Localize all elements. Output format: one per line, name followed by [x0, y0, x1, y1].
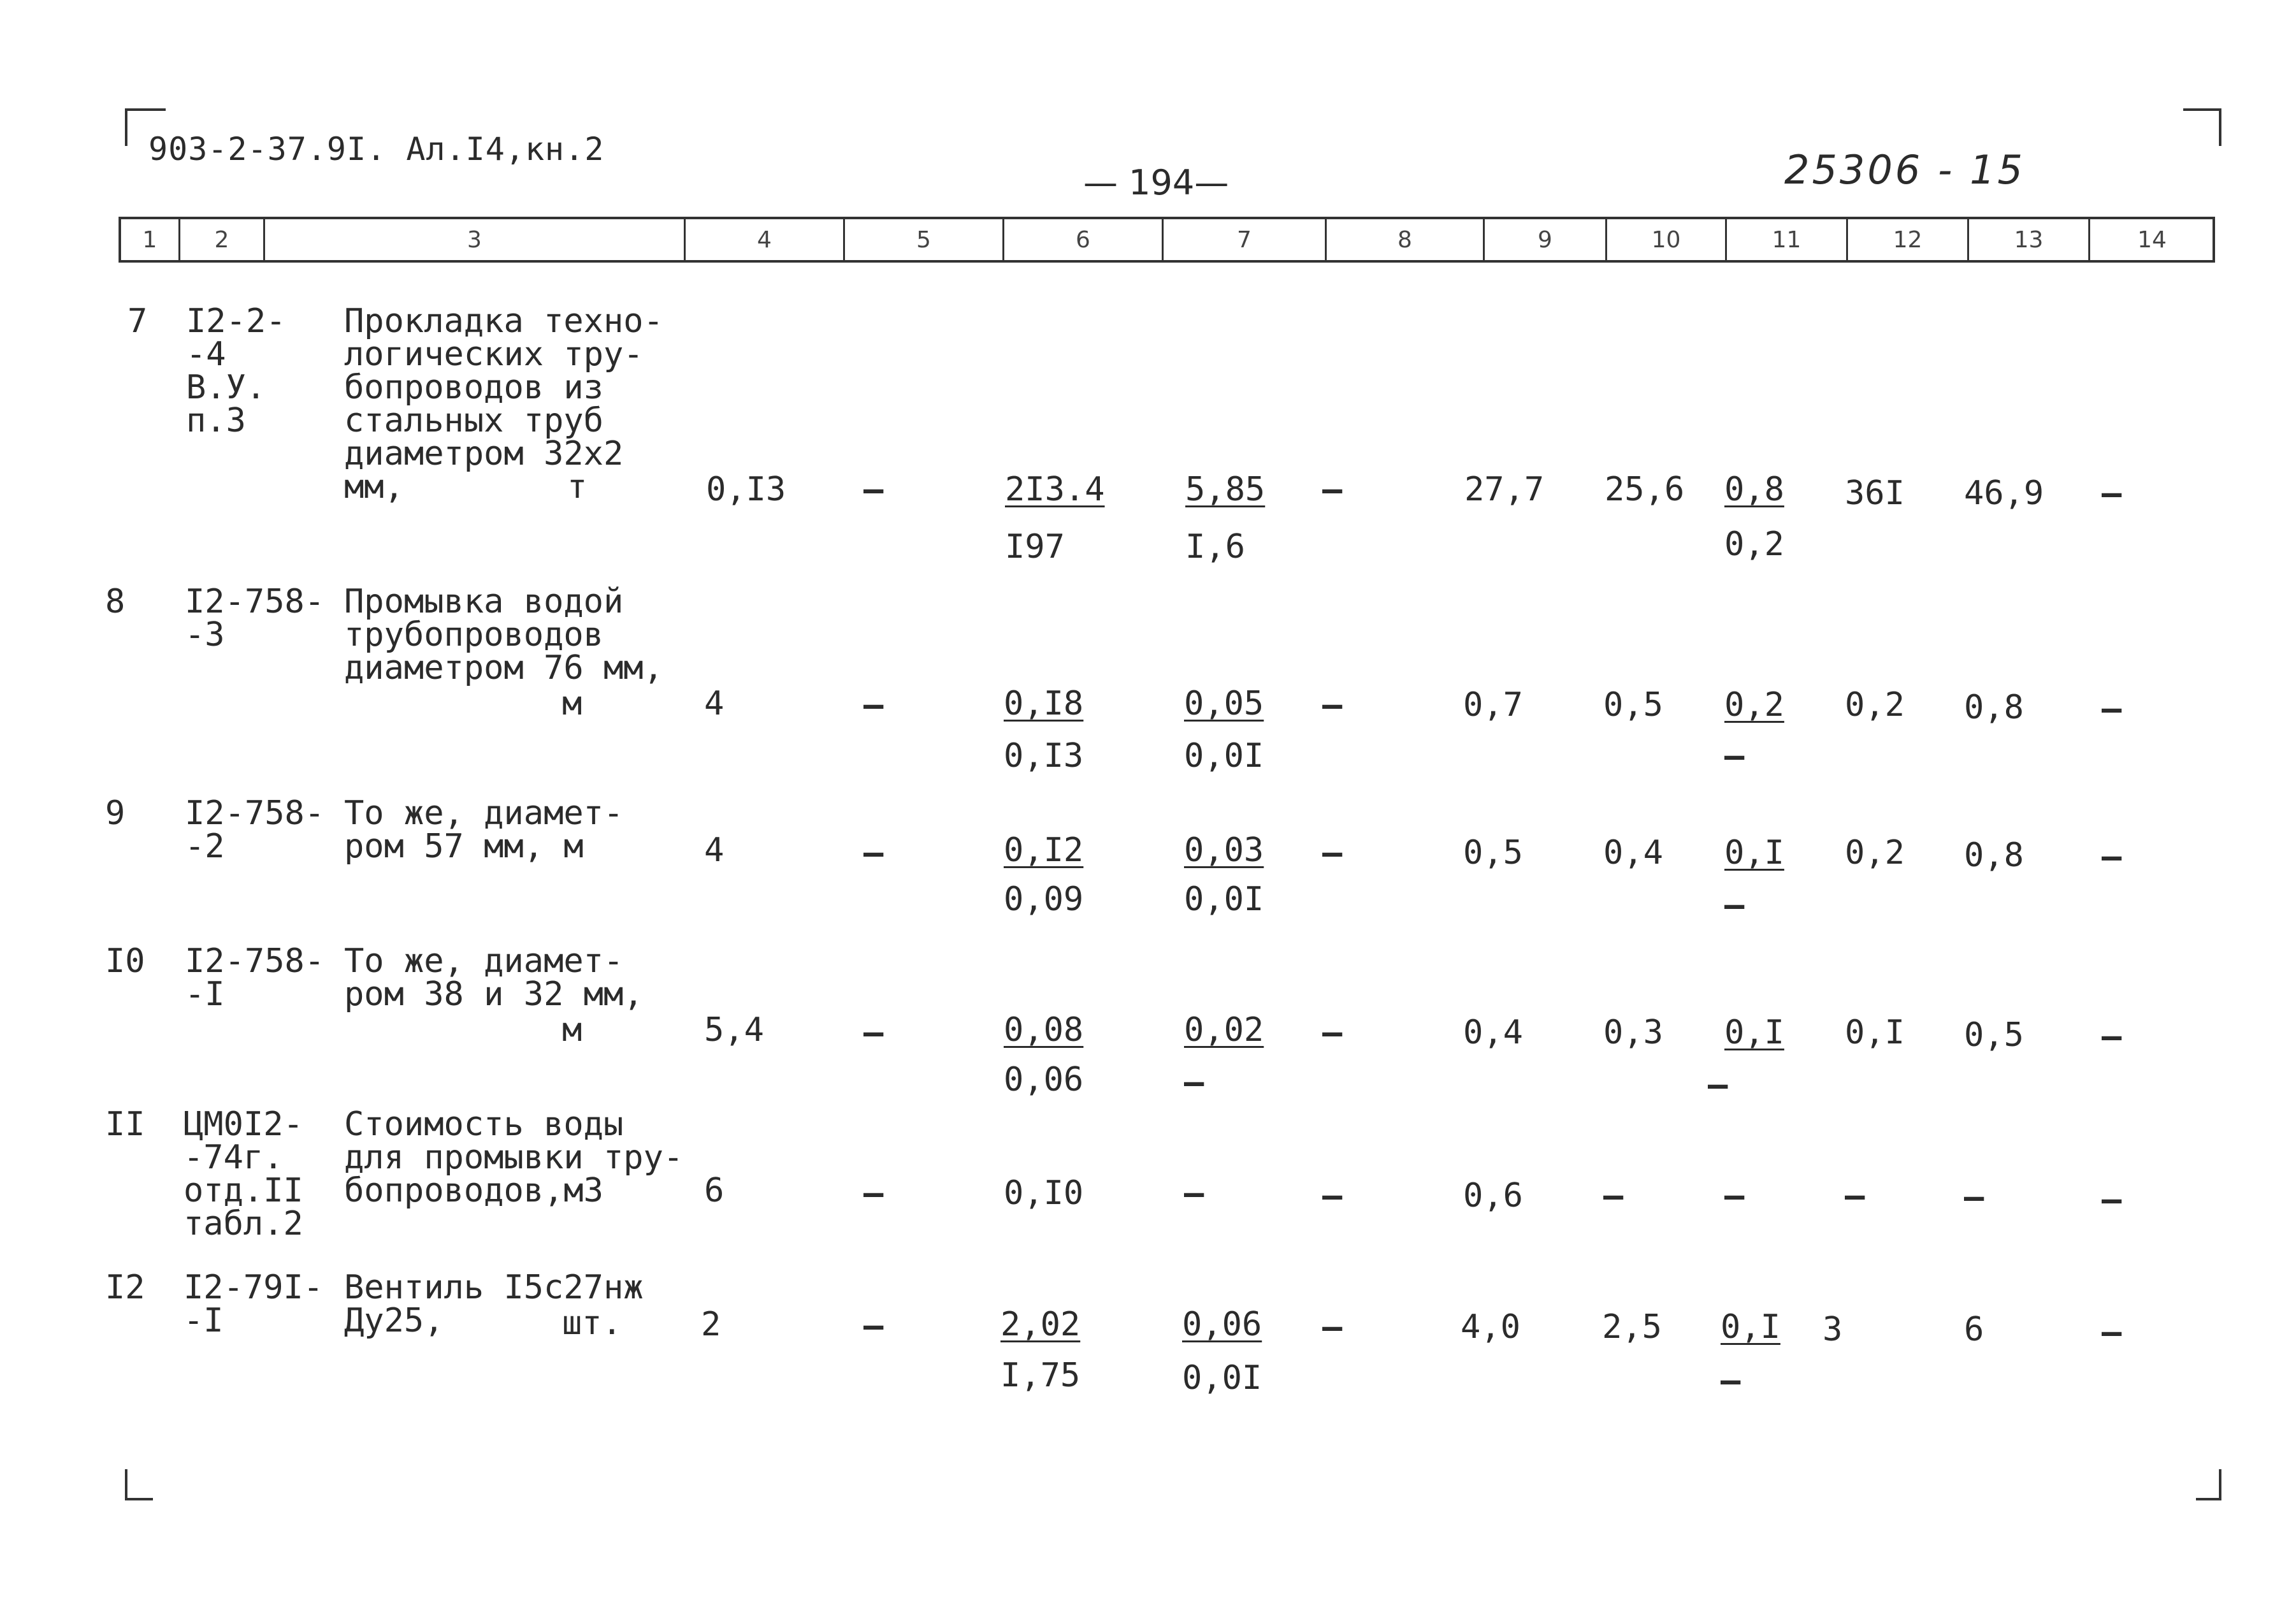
cell-col12: 0,2 — [1845, 834, 1905, 872]
row-number: II — [105, 1105, 145, 1143]
corner-mark-bottom-right — [2196, 1469, 2221, 1500]
column-number: 13 — [1969, 219, 2090, 260]
cell-col6-bottom: 0,06 — [1004, 1061, 1084, 1099]
cell-col10: 0,4 — [1603, 834, 1663, 872]
cell-col12: 0,2 — [1845, 686, 1905, 724]
cell-col5: – — [863, 1013, 884, 1052]
cell-col12: 36I — [1845, 474, 1905, 512]
row-number: 8 — [105, 583, 126, 621]
cell-col6-bottom: 0,I3 — [1004, 737, 1084, 775]
row-number: 7 — [127, 302, 148, 340]
cell-col8: – — [1322, 1013, 1343, 1052]
work-description: То же, диамет- — [344, 942, 624, 980]
page-number: — 194— — [1083, 163, 1229, 203]
cell-col7-bottom: 0,0I — [1184, 737, 1264, 775]
rate-code: -I — [185, 975, 225, 1013]
cell-col7-bottom: I,6 — [1185, 528, 1245, 566]
cell-col6-top: 2I3.4 — [1005, 470, 1105, 509]
cell-col9: 0,5 — [1463, 834, 1523, 872]
row-number: 9 — [105, 794, 126, 832]
rate-code: ЦМ0I2- — [184, 1105, 303, 1143]
column-number-strip — [119, 217, 2215, 263]
work-description: диаметром 32х2 — [344, 435, 624, 473]
cell-col13: 46,9 — [1964, 474, 2044, 512]
work-description: логических тру- — [344, 335, 644, 374]
cell-col10: 2,5 — [1602, 1308, 1662, 1346]
column-number: 12 — [1848, 219, 1969, 260]
rate-code: -I — [184, 1302, 224, 1340]
rate-code: В.У. — [186, 368, 266, 407]
cell-col6-bottom: I97 — [1005, 528, 1065, 566]
cell-col11-top: 0,8 — [1724, 470, 1784, 509]
document-id: 25306 - 15 — [1784, 147, 2025, 193]
cell-col8: – — [1322, 1308, 1343, 1346]
cell-col12: 3 — [1823, 1310, 1843, 1349]
row-number: I0 — [105, 942, 145, 980]
rate-code: -3 — [185, 616, 225, 654]
cell-col7-bottom: 0,0I — [1184, 880, 1264, 918]
work-description: стальных труб — [344, 402, 603, 440]
cell-col9: 0,4 — [1463, 1013, 1523, 1052]
cell-col14: – — [2102, 838, 2122, 876]
cell-col5: – — [863, 686, 884, 724]
cell-col10: 25,6 — [1605, 470, 1685, 509]
cell-col11-top: 0,I — [1724, 834, 1784, 872]
cell-col10: – — [1603, 1177, 1624, 1215]
row-number: I2 — [105, 1268, 145, 1307]
work-description: Вентиль I5с27нж — [344, 1268, 644, 1307]
work-description: бопроводов из — [344, 368, 603, 407]
rate-code: I2-758- — [185, 942, 325, 980]
column-number: 2 — [180, 219, 265, 260]
cell-col13: 0,5 — [1964, 1016, 2024, 1054]
cell-col5: – — [863, 834, 884, 872]
cell-col9: 27,7 — [1464, 470, 1545, 509]
work-description: бопроводов,м3 — [344, 1172, 603, 1210]
work-description: трубопроводов — [344, 616, 603, 654]
cell-col13: 0,8 — [1964, 688, 2024, 727]
document-code: 903-2-37.9I. Ал.I4,кн.2 — [148, 131, 605, 168]
work-description: Промывка водой — [344, 583, 624, 621]
cell-col14: – — [2102, 1313, 2122, 1351]
cell-col11-top: 0,I — [1724, 1013, 1784, 1052]
cell-col7-bottom: 0,0I — [1182, 1359, 1262, 1397]
rate-code: -2 — [185, 827, 225, 866]
corner-mark-top-right — [2183, 108, 2221, 146]
unit-label: м — [562, 685, 582, 723]
rate-code: I2-758- — [185, 794, 325, 832]
cell-col12: 0,I — [1845, 1013, 1905, 1052]
cell-col8: – — [1322, 686, 1343, 724]
column-number: 6 — [1004, 219, 1164, 260]
cell-col7: – — [1184, 1174, 1204, 1212]
cell-col6: 0,I0 — [1004, 1174, 1084, 1212]
unit-label: м — [562, 1011, 582, 1049]
unit-label: шт. — [562, 1304, 622, 1342]
cell-col11-bottom: – — [1708, 1066, 1728, 1104]
rate-code: I2-79I- — [184, 1268, 324, 1307]
cell-col7-top: 0,06 — [1182, 1305, 1262, 1344]
cell-col8: – — [1322, 834, 1343, 872]
cell-col13: 0,8 — [1964, 836, 2024, 875]
cell-col11-bottom: – — [1724, 886, 1745, 924]
cell-col8: – — [1322, 470, 1343, 509]
cell-col5: – — [863, 1307, 884, 1345]
cell-col10: 0,5 — [1603, 686, 1663, 724]
cell-col12: – — [1845, 1177, 1865, 1215]
rate-code: -74г. — [184, 1138, 284, 1177]
cell-col6-bottom: 0,09 — [1004, 880, 1084, 918]
cell-col9: 4,0 — [1461, 1308, 1520, 1346]
cell-col7-top: 5,85 — [1185, 470, 1266, 509]
cell-col4: 2 — [701, 1305, 721, 1344]
work-description: Прокладка техно- — [344, 302, 663, 340]
column-number: 1 — [121, 219, 180, 260]
rate-code: -4 — [186, 335, 226, 374]
unit-label: т — [567, 468, 588, 506]
cell-col7-bottom: – — [1184, 1063, 1204, 1101]
work-description: Стоимость воды — [344, 1105, 624, 1143]
cell-col8: – — [1322, 1177, 1343, 1215]
cell-col6-top: 0,08 — [1004, 1011, 1084, 1049]
cell-col4: 0,I3 — [706, 470, 786, 509]
cell-col4: 6 — [704, 1172, 725, 1210]
cell-col4: 5,4 — [704, 1011, 764, 1049]
column-number: 5 — [845, 219, 1004, 260]
cell-col10: 0,3 — [1603, 1013, 1663, 1052]
cell-col5: – — [863, 470, 884, 509]
column-number: 8 — [1327, 219, 1485, 260]
work-description: Ду25, — [344, 1302, 444, 1340]
rate-code: табл.2 — [184, 1205, 303, 1243]
cell-col11-bottom: 0,2 — [1724, 525, 1784, 563]
column-number: 7 — [1164, 219, 1327, 260]
cell-col7-top: 0,05 — [1184, 685, 1264, 723]
work-description: мм, — [344, 468, 404, 506]
cell-col11: – — [1724, 1177, 1745, 1215]
rate-code: I2-758- — [185, 583, 325, 621]
cell-col13: – — [1964, 1178, 1984, 1216]
work-description: для промывки тру- — [344, 1138, 684, 1177]
cell-col6-top: 2,02 — [1000, 1305, 1081, 1344]
cell-col4: 4 — [704, 685, 725, 723]
cell-col11-top: 0,2 — [1724, 686, 1784, 724]
column-number: 14 — [2137, 226, 2167, 253]
rate-code: I2-2- — [186, 302, 286, 340]
cell-col9: 0,7 — [1463, 686, 1523, 724]
cell-col6-top: 0,I2 — [1004, 831, 1084, 869]
cell-col11-bottom: – — [1721, 1361, 1741, 1400]
column-number: 11 — [1727, 219, 1848, 260]
cell-col7-top: 0,03 — [1184, 831, 1264, 869]
cell-col11-bottom: – — [1724, 737, 1745, 775]
work-description: ром 38 и 32 мм, — [344, 975, 644, 1013]
rate-code: отд.II — [184, 1172, 303, 1210]
column-number: 9 — [1485, 219, 1607, 260]
cell-col11-top: 0,I — [1721, 1308, 1780, 1346]
cell-col6-bottom: I,75 — [1000, 1356, 1081, 1395]
column-number: 10 — [1607, 219, 1727, 260]
work-description: диаметром 76 мм, — [344, 649, 663, 687]
cell-col4: 4 — [704, 831, 725, 869]
cell-col14: – — [2102, 474, 2122, 512]
cell-col9: 0,6 — [1463, 1177, 1523, 1215]
column-number: 4 — [686, 219, 845, 260]
cell-col13: 6 — [1964, 1310, 1984, 1349]
cell-col5: – — [863, 1174, 884, 1212]
work-description: ром 57 мм, м — [344, 827, 584, 866]
cell-col14: – — [2102, 1017, 2122, 1056]
cell-col14: – — [2102, 690, 2122, 728]
rate-code: п.3 — [186, 402, 246, 440]
cell-col6-top: 0,I8 — [1004, 685, 1084, 723]
column-number: 3 — [265, 219, 686, 260]
work-description: То же, диамет- — [344, 794, 624, 832]
cell-col7-top: 0,02 — [1184, 1011, 1264, 1049]
cell-col14: – — [2102, 1180, 2122, 1219]
corner-mark-bottom-left — [125, 1469, 153, 1500]
